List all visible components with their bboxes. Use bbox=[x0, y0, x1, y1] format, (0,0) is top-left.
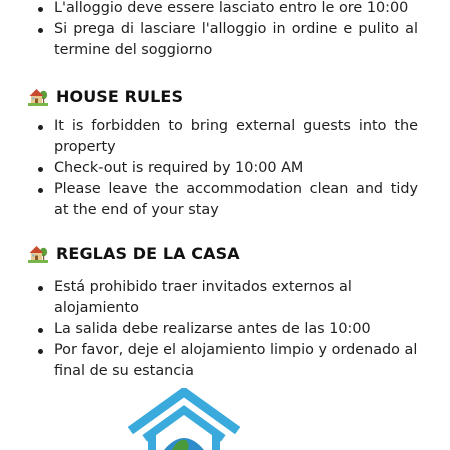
list-item: L'alloggio deve essere lasciato entro le ore 10:00 bbox=[36, 0, 418, 19]
section-title: HOUSE RULES bbox=[56, 86, 184, 106]
list-item: Está prohibido traer invitados externos al alojamiento bbox=[36, 277, 418, 319]
list-item: Please leave the accommodation clean and tidy at the end of your stay bbox=[36, 179, 418, 221]
list-item: Check-out is required by 10:00 AM bbox=[36, 158, 418, 179]
house-with-garden-icon bbox=[28, 86, 48, 106]
house-logo-icon bbox=[128, 388, 240, 450]
spanish-section-heading bbox=[28, 241, 240, 265]
list-item: La salida debe realizarse antes de las 10:00 bbox=[36, 319, 418, 340]
italian-rules-list bbox=[36, 0, 418, 61]
section-title: REGLAS DE LA CASA bbox=[56, 243, 240, 263]
english-rules-list bbox=[36, 116, 418, 221]
list-item: Por favor, deje el alojamiento limpio y ordenado al final de su estancia bbox=[36, 340, 418, 382]
english-section-heading bbox=[28, 84, 183, 108]
spanish-rules-list bbox=[36, 277, 418, 382]
house-with-garden-icon bbox=[28, 243, 48, 263]
list-item: It is forbidden to bring external guests into the property bbox=[36, 116, 418, 158]
list-item: Si prega di lasciare l'alloggio in ordine e pulito al termine del soggiorno bbox=[36, 19, 418, 61]
